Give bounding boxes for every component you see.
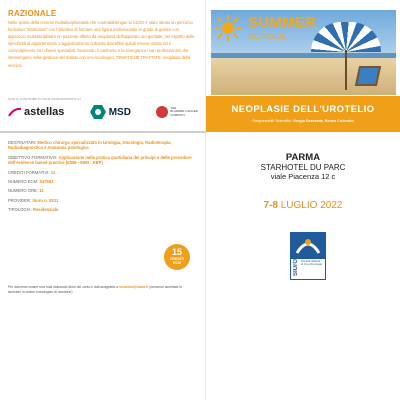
crediti-value: 11 — [50, 169, 56, 175]
section-divider — [0, 131, 206, 133]
sponsor-logos — [8, 101, 198, 123]
msd-logo — [90, 105, 131, 119]
info-tipologia — [8, 207, 203, 212]
tipologia-label: TIPOLOGIA: — [8, 207, 32, 213]
bladder-wordmark: THE BLADDER CANCER COMPANY — [170, 105, 198, 117]
badge-number: 15 — [171, 247, 182, 257]
event-date — [206, 200, 400, 211]
ecm-label: NUMERO ECM: — [8, 179, 39, 185]
venue-address: viale Piacenza 12 c — [270, 172, 336, 181]
astellas-logo — [8, 106, 64, 118]
note-line-1: Per iscriversi inviare una mail indicando titolo del corso e dati anagrafici a — [8, 285, 119, 289]
course-title: NEOPLASIE DELL'UROTELIO — [231, 104, 375, 115]
info-obiettivo — [8, 155, 203, 166]
siuro-wordmark: SIUrO — [293, 259, 299, 277]
venue-city: PARMA — [285, 152, 321, 163]
beach-chair-icon — [355, 66, 381, 86]
siuro-mark-icon — [291, 233, 325, 259]
course-info — [8, 140, 203, 217]
info-provider — [8, 198, 203, 203]
ore-value: 11 — [39, 188, 44, 194]
bladder-cancer-company-logo — [156, 106, 198, 118]
summer-title: SUMMER — [248, 14, 317, 31]
ecm-value: 347592 — [39, 179, 54, 185]
registration-note — [8, 285, 196, 295]
badge-text-1: CREDITI — [169, 257, 185, 261]
razionale-text: Nello spirito della recente multidisciplinarietà che contraddistingue la SIUrO è stato ideato un percorso formativo "strutturato" con l'obiettivo di formare una figura professionale in grado di gestire con approccio multidisciplinare un paziente affetto da neoplasia dell'apparato uro-genitale, nel rispetto delle specificità di appartenenza. L'aggiornamento culturale dovrebbe quindi essere mirato ed il coinvolgimento tra i diversi specialisti, favorendo il confronto e la sinergia tra i vari professionisti che intervengono nella gestione del malato con uro-oncologico. TEMATICHE TRATTATE: neoplasia della vescica — [8, 20, 195, 68]
sun-icon — [214, 14, 242, 42]
course-banner — [206, 96, 400, 132]
badge-text-2: ECM — [173, 261, 181, 265]
destinatari-value: Medico chirurgo specializzato in Urologia, Oncologia, Radioterapia, Radiodiagnostica e Anatomia patologica — [8, 140, 172, 151]
astellas-swoosh-icon — [8, 107, 22, 117]
umbrella-pole — [345, 50, 347, 90]
resp-names: Sergio Bracarda, Renzo Colombo — [293, 119, 354, 123]
provider-label: PROVIDER: — [8, 197, 32, 203]
sponsor-label: CON IL CONTRIBUTO NON CONDIZIONATO DI — [8, 97, 81, 101]
info-ore — [8, 188, 203, 193]
ecm-credits-badge — [164, 244, 190, 270]
msd-wordmark: MSD — [108, 106, 131, 118]
registration-email-link[interactable]: iscrizioni@siuro.it — [119, 285, 149, 289]
info-destinatari — [8, 140, 203, 151]
note-line-2: (verranno accettate le iscrizioni in ordine cronologico di ricezione) — [8, 285, 183, 294]
resp-prefix: Responsabili Scientifici: — [252, 119, 293, 123]
destinatari-label: DESTINATARI: — [8, 140, 37, 145]
venue-hotel: STARHOTEL DU PARC — [260, 163, 346, 172]
siuro-logo — [290, 232, 326, 280]
scientific-leads — [206, 115, 400, 123]
msd-hexagon-icon — [90, 105, 106, 119]
tipologia-value: Residenziale — [32, 207, 59, 213]
umbrella-icon — [311, 22, 381, 52]
school-title: SCHOOL — [248, 31, 287, 41]
info-ecm — [8, 179, 203, 184]
venue — [206, 152, 400, 181]
crediti-label: CREDITI FORMATIVI: — [8, 169, 50, 175]
siuro-label: Società Italiana di Uro-Oncologia — [301, 259, 322, 267]
astellas-wordmark: astellas — [24, 106, 65, 118]
event-month: LUGLIO 2022 — [280, 200, 343, 211]
obiettivo-value: Applicazione nella pratica quotidiana dei principi e delle procedure dell'evidence based practice (EBM - EBN - EBP) — [8, 154, 192, 166]
event-days: 7-8 — [263, 200, 278, 211]
ore-label: NUMERO ORE: — [8, 188, 39, 194]
bladder-logo-icon — [156, 106, 168, 118]
razionale-title: RAZIONALE — [8, 9, 57, 18]
obiettivo-label: OBIETTIVO FORMATIVO: — [8, 154, 58, 160]
info-crediti — [8, 170, 203, 175]
provider-value: Siuro n. 5231 — [32, 197, 59, 203]
